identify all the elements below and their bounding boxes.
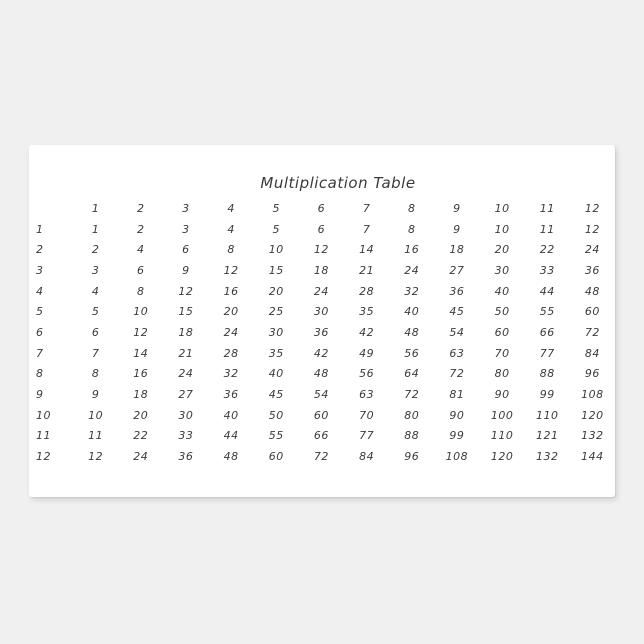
table-cell: 8 [227,243,235,257]
table-cell: 108 [581,388,604,402]
column-header-cell: 4 [227,201,235,215]
table-cell: 63 [449,346,465,360]
table-cell: 77 [539,346,555,360]
table-row [29,405,615,426]
row-header-cell: 4 [36,284,44,298]
table-cell: 32 [404,284,420,298]
table-cell: 5 [91,305,100,319]
row-header-cell: 2 [36,243,44,257]
table-cell: 100 [490,408,514,422]
table-cell: 12 [584,222,600,236]
table-cell: 120 [581,408,604,422]
row-header-cell: 1 [36,222,44,236]
table-cell: 8 [407,222,416,236]
table-row [29,219,615,240]
table-cell: 4 [91,284,100,298]
table-cell: 24 [404,263,420,277]
table-cell: 99 [449,429,465,443]
table-cell: 49 [359,346,375,360]
column-header-cell: 6 [317,201,326,215]
table-cell: 40 [223,408,239,422]
table-cell: 60 [584,305,600,319]
table-cell: 10 [133,305,149,319]
table-cell: 77 [359,429,375,443]
table-cell: 6 [182,243,190,257]
table-cell: 1 [91,222,100,236]
table-cell: 20 [268,284,284,298]
row-header-cell: 9 [36,388,44,402]
table-cell: 72 [313,450,329,464]
table-cell: 80 [494,367,510,381]
table-cell: 63 [359,388,375,402]
table-cell: 4 [136,243,145,257]
table-cell: 24 [133,450,149,464]
table-cell: 84 [584,346,600,360]
table-cell: 3 [91,263,100,277]
table-cell: 16 [133,367,149,381]
table-cell: 10 [494,222,510,236]
table-cell: 35 [359,305,375,319]
table-cell: 9 [91,388,100,402]
table-cell: 9 [453,222,461,236]
table-cell: 40 [404,305,420,319]
table-cell: 54 [449,325,465,339]
table-cell: 24 [223,325,239,339]
table-cell: 70 [359,408,375,422]
row-header-cell: 8 [36,367,44,381]
table-cell: 22 [133,429,149,443]
table-cell: 3 [182,222,190,236]
table-row [29,384,615,405]
table-cell: 20 [133,408,149,422]
table-cell: 12 [88,450,104,464]
table-cell: 72 [404,388,420,402]
table-cell: 14 [133,346,149,360]
table-cell: 21 [359,263,375,277]
table-cell: 36 [313,325,329,339]
table-cell: 11 [88,429,104,443]
table-cell: 108 [445,450,469,464]
table-cell: 15 [268,263,284,277]
column-header-cell: 1 [91,201,100,215]
column-header-cell: 11 [539,201,555,215]
table-cell: 30 [268,325,284,339]
table-cell: 6 [317,222,326,236]
table-cell: 40 [268,367,284,381]
table-cell: 11 [539,222,555,236]
table-cell: 18 [449,243,465,257]
table-cell: 33 [539,263,555,277]
table-cell: 80 [404,408,420,422]
table-cell: 2 [136,222,145,236]
table-cell: 18 [313,263,329,277]
table-cell: 48 [313,367,329,381]
table-cell: 7 [362,222,371,236]
column-header-cell: 3 [182,201,190,215]
table-row [29,301,615,322]
table-row [29,446,615,467]
table-cell: 144 [581,450,604,464]
table-cell: 16 [223,284,239,298]
table-cell: 20 [223,305,239,319]
table-cell: 110 [490,429,514,443]
table-cell: 16 [404,243,420,257]
table-cell: 54 [313,388,329,402]
table-cell: 55 [268,429,284,443]
table-cell: 64 [404,367,420,381]
table-row [29,281,615,302]
table-cell: 121 [535,429,559,443]
table-cell: 28 [359,284,375,298]
table-cell: 25 [268,305,284,319]
column-header-cell: 9 [453,201,461,215]
table-cell: 44 [223,429,239,443]
table-cell: 72 [584,325,600,339]
table-cell: 6 [91,325,100,339]
table-cell: 132 [535,450,559,464]
table-cell: 24 [584,243,600,257]
table-cell: 60 [494,325,510,339]
row-header-cell: 12 [36,450,51,464]
column-header-cell: 7 [362,201,371,215]
table-cell: 60 [313,408,329,422]
table-cell: 32 [223,367,239,381]
sticker-card [29,145,615,497]
table-cell: 45 [268,388,284,402]
table-cell: 12 [178,284,194,298]
row-header-cell: 3 [36,263,44,277]
table-cell: 35 [268,346,284,360]
table-cell: 30 [178,408,194,422]
table-cell: 20 [494,243,510,257]
row-header-cell: 7 [36,346,44,360]
table-cell: 40 [494,284,510,298]
table-cell: 48 [584,284,600,298]
column-header-cell: 8 [407,201,416,215]
table-cell: 120 [490,450,514,464]
table-cell: 24 [178,367,194,381]
table-row [29,239,615,260]
row-header-cell: 11 [36,429,51,443]
table-header-row [29,198,615,219]
table-row [29,364,615,385]
table-row [29,426,615,447]
table-cell: 15 [178,305,194,319]
table-cell: 36 [449,284,465,298]
table-cell: 66 [313,429,329,443]
table-cell: 12 [133,325,149,339]
table-title: Multiplication Table [260,174,416,192]
table-cell: 50 [494,305,510,319]
table-cell: 70 [494,346,510,360]
table-cell: 4 [227,222,235,236]
table-cell: 36 [584,263,600,277]
table-cell: 90 [449,408,465,422]
table-cell: 48 [223,450,239,464]
table-cell: 45 [449,305,465,319]
table-row [29,260,615,281]
row-header-cell: 10 [36,408,51,422]
table-cell: 88 [404,429,420,443]
table-cell: 81 [449,388,465,402]
table-cell: 44 [539,284,555,298]
column-header-cell: 12 [584,201,600,215]
table-cell: 27 [449,263,465,277]
table-cell: 50 [268,408,284,422]
table-cell: 7 [91,346,100,360]
table-cell: 96 [584,367,600,381]
table-cell: 24 [313,284,329,298]
table-cell: 5 [272,222,280,236]
table-cell: 33 [178,429,194,443]
table-cell: 27 [178,388,194,402]
table-cell: 99 [539,388,555,402]
table-cell: 66 [539,325,555,339]
table-cell: 42 [359,325,375,339]
table-cell: 21 [178,346,194,360]
table-cell: 12 [313,243,329,257]
table-row [29,322,615,343]
row-header-cell: 6 [36,325,44,339]
table-cell: 30 [313,305,329,319]
table-cell: 88 [539,367,555,381]
table-cell: 18 [133,388,149,402]
table-cell: 14 [359,243,375,257]
table-cell: 10 [268,243,284,257]
table-cell: 56 [359,367,375,381]
table-cell: 36 [178,450,194,464]
table-cell: 6 [136,263,145,277]
table-cell: 12 [223,263,239,277]
table-cell: 28 [223,346,239,360]
table-cell: 30 [494,263,510,277]
table-cell: 22 [539,243,555,257]
table-cell: 56 [404,346,420,360]
column-header-cell: 10 [494,201,510,215]
table-cell: 8 [91,367,100,381]
column-header-cell: 5 [272,201,280,215]
multiplication-table [29,198,615,467]
table-cell: 8 [136,284,145,298]
row-header-cell: 5 [36,305,44,319]
table-cell: 9 [182,263,190,277]
table-row [29,343,615,364]
table-cell: 72 [449,367,465,381]
table-cell: 55 [539,305,555,319]
table-cell: 36 [223,388,239,402]
table-cell: 60 [268,450,284,464]
column-header-cell: 2 [136,201,145,215]
table-cell: 84 [359,450,375,464]
table-cell: 10 [88,408,104,422]
table-cell: 2 [91,243,100,257]
table-cell: 48 [404,325,420,339]
table-cell: 42 [313,346,329,360]
table-cell: 96 [404,450,420,464]
table-cell: 90 [494,388,510,402]
table-cell: 132 [581,429,604,443]
table-cell: 110 [535,408,559,422]
table-cell: 18 [178,325,194,339]
